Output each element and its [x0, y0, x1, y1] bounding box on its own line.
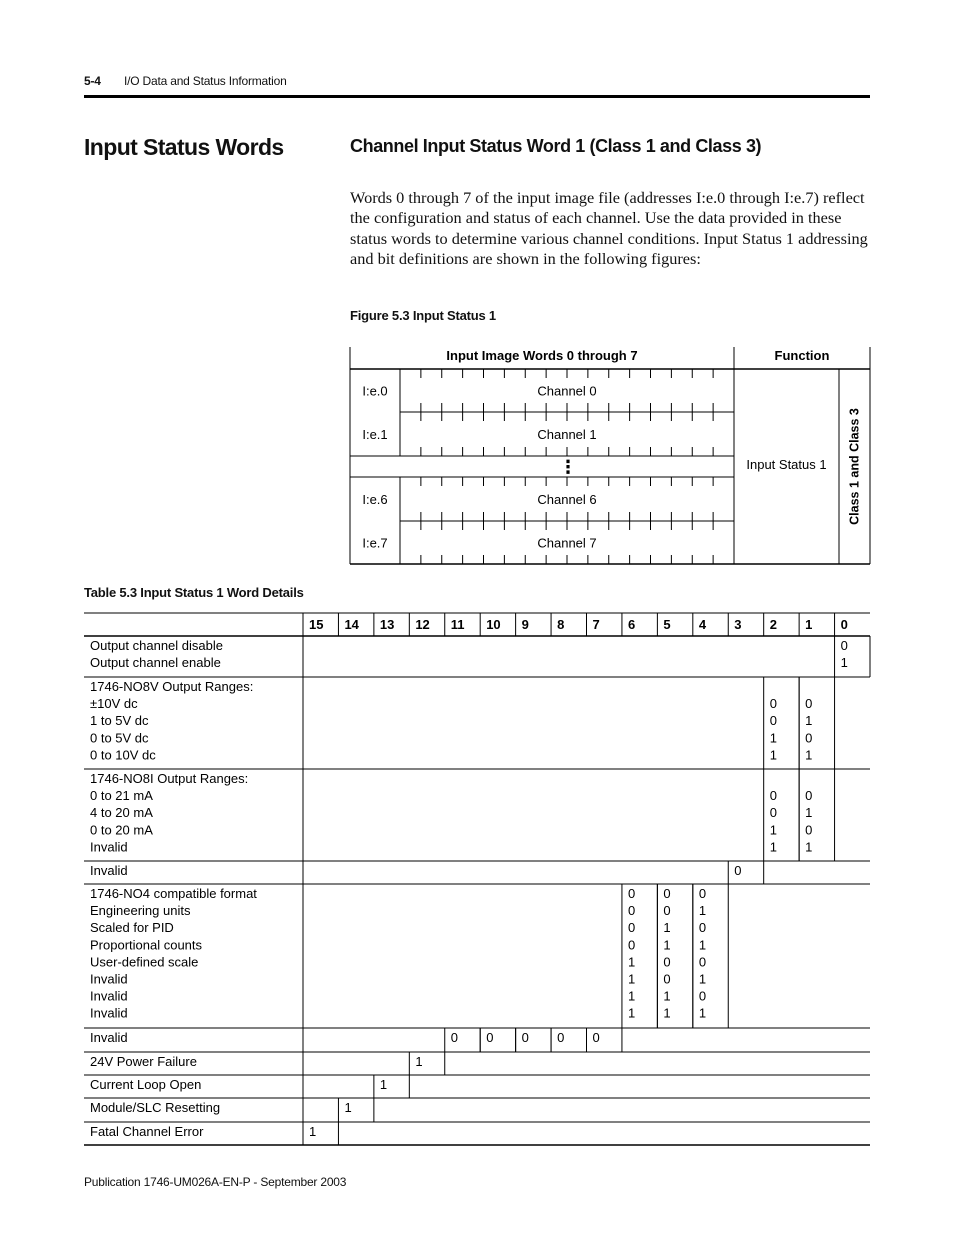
bit-value: 0 [663, 971, 671, 987]
bit-value: 0 [805, 696, 813, 712]
bit-value: 0 [805, 788, 813, 804]
bit-header: 10 [486, 617, 501, 632]
row-label: 4 to 20 mA [90, 805, 153, 821]
row-label: Output channel disable [90, 638, 223, 653]
row-label: ±10V dc [90, 696, 138, 712]
figure-caption: Figure 5.3 Input Status 1 [350, 308, 496, 323]
bit-value: 1 [769, 839, 777, 855]
bit-value: 1 [344, 1100, 352, 1115]
bit-value: 1 [627, 954, 636, 970]
row-label: 0 to 21 mA [90, 788, 153, 804]
class-label: Class 1 and Class 3 [847, 408, 862, 525]
row-label: Scaled for PID [90, 920, 174, 936]
row-label: Invalid [90, 971, 128, 987]
page-number: 5-4 [84, 74, 101, 88]
bit-header: 9 [521, 617, 529, 632]
bit-header: 14 [344, 617, 359, 632]
bit-value: 0 [592, 1030, 600, 1045]
body-paragraph: Words 0 through 7 of the input image file (addresses I:e.0 through I:e.7) reflect the configuration and status of each channel. Use the data provided in these status words to determine various channel conditions. Input Status 1 addressing and bit definitions are shown in the following figures: [350, 188, 868, 268]
row-label: Invalid [90, 1030, 128, 1045]
bit-value: 1 [805, 839, 813, 855]
row-label: Fatal Channel Error [90, 1124, 204, 1139]
word-details-table [80, 608, 880, 1153]
word-address: I:e.0 [362, 383, 388, 399]
figure-ellipsis: ⋮ [559, 457, 577, 477]
figure-header-function: Function [774, 348, 830, 363]
bit-value: 0 [627, 937, 636, 953]
bit-value: 0 [698, 988, 707, 1004]
bit-header: 11 [450, 617, 465, 632]
row-label: 24V Power Failure [90, 1054, 197, 1069]
bit-value: 0 [486, 1030, 494, 1045]
bit-value: 1 [769, 822, 777, 838]
section-title: Input Status Words [84, 134, 284, 160]
bit-header: 4 [698, 617, 707, 632]
bit-value: 0 [557, 1030, 565, 1045]
bit-header: 6 [627, 617, 636, 632]
word-address: I:e.6 [362, 492, 388, 507]
channel-label: Channel 7 [537, 535, 597, 551]
row-label: Output channel enable [90, 655, 221, 671]
row-label: Module/SLC Resetting [90, 1100, 221, 1115]
bit-value: 1 [663, 937, 671, 953]
word-address: I:e.7 [362, 535, 388, 551]
bit-value: 0 [521, 1030, 529, 1045]
bit-value: 1 [663, 920, 671, 936]
row-label: 0 to 5V dc [90, 730, 149, 746]
bit-value: 1 [309, 1124, 317, 1139]
row-label: 0 to 10V dc [90, 747, 156, 763]
bit-value: 1 [698, 937, 707, 953]
bit-value: 0 [734, 863, 742, 878]
function-label: Input Status 1 [746, 457, 827, 472]
bit-value: 0 [769, 788, 777, 804]
row-label: 0 to 20 mA [90, 822, 153, 838]
bit-value: 0 [769, 713, 777, 729]
bit-value: 0 [769, 696, 777, 712]
bit-value: 0 [805, 730, 813, 746]
table-caption: Table 5.3 Input Status 1 Word Details [84, 585, 304, 600]
bit-header: 13 [379, 617, 395, 632]
channel-label: Channel 6 [537, 492, 597, 507]
bit-value: 1 [769, 747, 777, 763]
row-label: 1746-NO8V Output Ranges: [90, 679, 254, 694]
running-header-title: I/O Data and Status Information [124, 74, 287, 88]
bit-value: 1 [627, 1005, 636, 1021]
bit-header: 2 [769, 617, 777, 632]
bit-value: 1 [627, 988, 636, 1004]
row-label: 1 to 5V dc [90, 713, 149, 729]
bit-value: 0 [698, 954, 707, 970]
bit-value: 0 [663, 954, 671, 970]
bit-value: 0 [450, 1030, 458, 1045]
bit-value: 1 [698, 1005, 707, 1021]
subsection-title: Channel Input Status Word 1 (Class 1 and Class 3) [350, 136, 762, 156]
row-label: Invalid [90, 863, 128, 878]
bit-value: 1 [805, 805, 813, 821]
bit-header: 15 [309, 617, 324, 632]
bit-header: 3 [734, 617, 742, 632]
bit-value: 0 [663, 903, 671, 919]
bit-header: 0 [840, 617, 848, 632]
header-rule [84, 95, 870, 98]
bit-value: 1 [663, 1005, 671, 1021]
bit-value: 1 [698, 971, 707, 987]
row-label: 1746-NO8I Output Ranges: [90, 771, 249, 786]
bit-value: 1 [698, 903, 707, 919]
bit-value: 1 [379, 1077, 388, 1092]
word-address: I:e.1 [362, 427, 388, 442]
channel-label: Channel 0 [537, 383, 597, 399]
bit-value: 0 [627, 903, 636, 919]
bit-value: 1 [840, 655, 848, 671]
bit-value: 0 [698, 920, 707, 936]
bit-value: 0 [769, 805, 777, 821]
channel-label: Channel 1 [537, 427, 597, 442]
row-label: Invalid [90, 1005, 128, 1021]
bit-header: 12 [415, 617, 430, 632]
bit-value: 1 [663, 988, 671, 1004]
bit-value: 0 [663, 886, 671, 901]
row-label: Invalid [90, 839, 128, 855]
bit-value: 1 [805, 713, 813, 729]
page-footer: Publication 1746-UM026A-EN-P - September 2003 [84, 1175, 347, 1189]
bit-header: 1 [805, 617, 813, 632]
bit-header: 5 [663, 617, 671, 632]
bit-header: 8 [557, 617, 565, 632]
row-label: 1746-NO4 compatible format [90, 886, 257, 901]
row-label: Engineering units [90, 903, 191, 919]
bit-value: 0 [698, 886, 707, 901]
bit-value: 0 [840, 638, 848, 653]
bit-value: 1 [805, 747, 813, 763]
row-label: Proportional counts [90, 937, 203, 953]
figure-header-words: Input Image Words 0 through 7 [446, 348, 638, 363]
bit-value: 0 [627, 920, 636, 936]
bit-value: 0 [627, 886, 636, 901]
row-label: Invalid [90, 988, 128, 1004]
row-label: Current Loop Open [90, 1077, 202, 1092]
bit-header: 7 [592, 617, 600, 632]
row-label: User-defined scale [90, 954, 199, 970]
bit-value: 1 [415, 1054, 423, 1069]
bit-value: 1 [769, 730, 777, 746]
bit-value: 1 [627, 971, 636, 987]
bit-value: 0 [805, 822, 813, 838]
input-status-figure [340, 340, 880, 575]
